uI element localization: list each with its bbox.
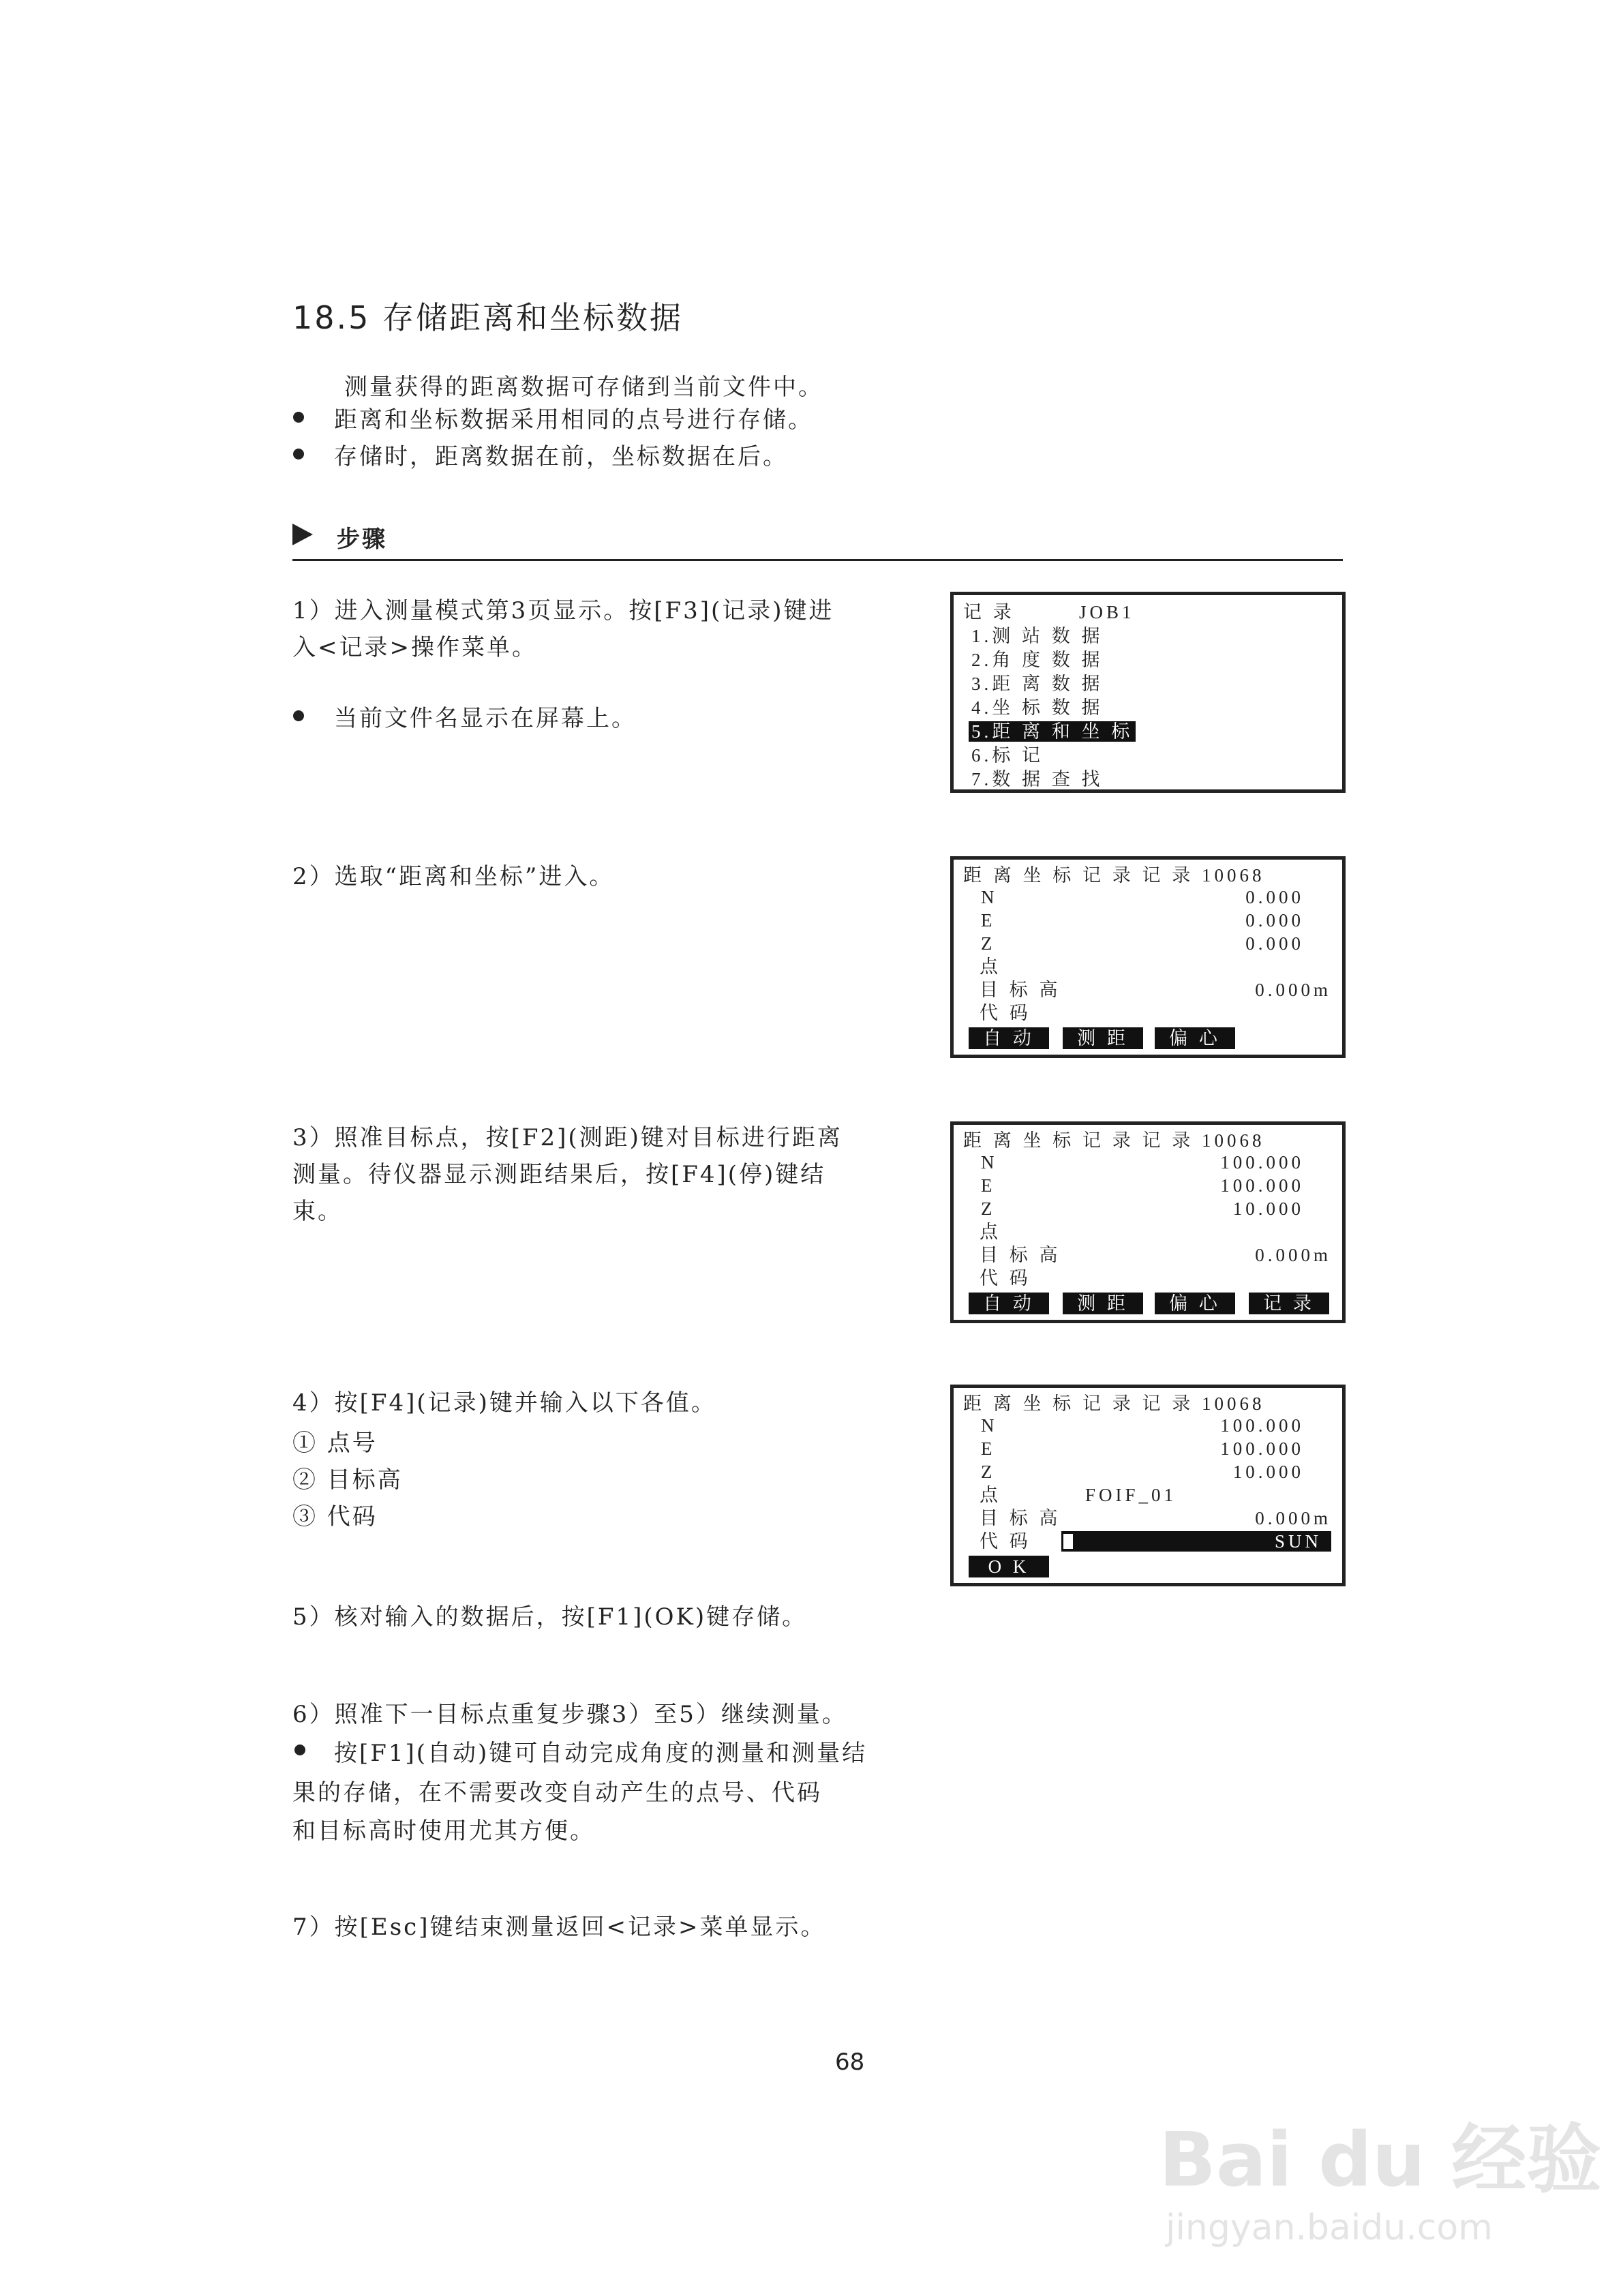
field-row bbox=[981, 1174, 1331, 1198]
field-row bbox=[981, 1437, 1331, 1461]
dist-coord-record-screen-measured bbox=[950, 1121, 1346, 1323]
field-value: 100.000 bbox=[1220, 1438, 1304, 1459]
step3-line: 束。 bbox=[292, 1198, 343, 1225]
field-label: 代 码 bbox=[980, 1003, 1031, 1023]
field-value: 100.000 bbox=[1220, 1415, 1304, 1436]
bullet-icon bbox=[294, 1744, 305, 1755]
field-label: Z bbox=[981, 1198, 996, 1219]
field-label: 点 bbox=[980, 1222, 1001, 1242]
menu-item[interactable]: 6.标 记 bbox=[971, 745, 1044, 766]
field-label: 目 标 高 bbox=[980, 1508, 1061, 1528]
field-value: 0.000m bbox=[1255, 1508, 1331, 1528]
point-input[interactable]: FOIF_01 bbox=[1085, 1485, 1177, 1505]
field-row bbox=[981, 909, 1331, 933]
field-value: 100.000 bbox=[1220, 1152, 1304, 1173]
field-label: N bbox=[981, 1415, 998, 1436]
step1-note: 当前文件名显示在屏幕上。 bbox=[334, 705, 637, 732]
field-row bbox=[980, 1530, 1331, 1554]
field-row bbox=[980, 955, 1331, 979]
divider bbox=[292, 559, 1343, 561]
code-value: SUN bbox=[1274, 1531, 1322, 1552]
menu-item[interactable]: 1.测 站 数 据 bbox=[971, 626, 1104, 646]
field-row bbox=[980, 1507, 1331, 1530]
step2-text: 2）选取“距离和坐标”进入。 bbox=[292, 863, 615, 890]
menu-item[interactable]: 2.角 度 数 据 bbox=[971, 650, 1104, 670]
step6-note: 按[F1](自动)键可自动完成角度的测量和测量结 bbox=[334, 1740, 868, 1767]
softkey-f3[interactable]: 偏 心 bbox=[1155, 1027, 1235, 1049]
field-label: E bbox=[981, 1175, 996, 1196]
bullet-text: 存储时，距离数据在前，坐标数据在后。 bbox=[334, 443, 788, 470]
field-label: E bbox=[981, 1438, 996, 1459]
baidu-watermark-logo: Bai du 经验 jingyan.baidu.com bbox=[1159, 2116, 1602, 2248]
step7-text: 7）按[Esc]键结束测量返回<记录>菜单显示。 bbox=[292, 1914, 826, 1941]
field-value: 10.000 bbox=[1232, 1198, 1304, 1219]
field-label: Z bbox=[981, 1462, 996, 1482]
softkey-f3[interactable]: 偏 心 bbox=[1155, 1293, 1235, 1314]
step3-line: 测量。待仪器显示测距结果后，按[F4](停)键结 bbox=[292, 1161, 826, 1188]
softkey-f2[interactable]: 测 距 bbox=[1063, 1293, 1143, 1314]
screen-title: 距 离 坐 标 记 录 记 录 10068 bbox=[963, 1393, 1265, 1414]
step6-note: 果的存储，在不需要改变自动产生的点号、代码 bbox=[292, 1779, 822, 1807]
field-value: 0.000m bbox=[1255, 980, 1331, 1000]
step4-item: ① 点号 bbox=[292, 1430, 378, 1457]
field-label: Z bbox=[981, 933, 996, 954]
menu-item-selected[interactable]: 5.距 离 和 坐 标 bbox=[969, 721, 1136, 742]
field-row bbox=[981, 1460, 1331, 1484]
section-title: 18.5 存储距离和坐标数据 bbox=[292, 299, 684, 336]
bullet-icon bbox=[293, 710, 304, 721]
field-row bbox=[980, 1483, 1331, 1507]
step5-text: 5）核对输入的数据后，按[F1](OK)键存储。 bbox=[292, 1603, 808, 1631]
field-row bbox=[981, 886, 1331, 909]
code-input[interactable] bbox=[1061, 1531, 1331, 1552]
screen-title: 距 离 坐 标 记 录 记 录 10068 bbox=[963, 1130, 1265, 1151]
field-row bbox=[980, 978, 1331, 1002]
steps-heading: 步骤 bbox=[337, 526, 387, 553]
field-value: 10.000 bbox=[1232, 1462, 1304, 1482]
field-row bbox=[981, 932, 1331, 956]
bullet-text: 距离和坐标数据采用相同的点号进行存储。 bbox=[334, 406, 813, 434]
field-value: 0.000 bbox=[1245, 910, 1304, 931]
field-label: 代 码 bbox=[980, 1268, 1031, 1288]
softkey-f1[interactable]: O K bbox=[969, 1556, 1049, 1577]
field-row bbox=[981, 1151, 1331, 1175]
field-row bbox=[981, 1414, 1331, 1438]
dist-coord-record-screen-input bbox=[950, 1385, 1346, 1586]
step6-note: 和目标高时使用尤其方便。 bbox=[292, 1817, 595, 1845]
bullet-icon bbox=[293, 412, 304, 423]
softkey-f2[interactable]: 测 距 bbox=[1063, 1027, 1143, 1049]
field-value: 0.000 bbox=[1245, 933, 1304, 954]
field-row bbox=[980, 1001, 1331, 1025]
field-row bbox=[980, 1220, 1331, 1244]
field-label: N bbox=[981, 887, 998, 907]
softkey-f1[interactable]: 自 动 bbox=[969, 1027, 1049, 1049]
field-row bbox=[980, 1267, 1331, 1290]
field-label: 点 bbox=[980, 956, 1001, 977]
menu-item[interactable]: 4.坐 标 数 据 bbox=[971, 697, 1104, 718]
field-label: E bbox=[981, 910, 996, 931]
field-label: 代 码 bbox=[980, 1531, 1031, 1552]
menu-item[interactable]: 7.数 据 查 找 bbox=[971, 769, 1104, 789]
bullet-icon bbox=[293, 449, 304, 459]
field-label: 目 标 高 bbox=[980, 1245, 1061, 1265]
step4-item: ② 目标高 bbox=[292, 1466, 403, 1494]
field-value: 0.000m bbox=[1255, 1245, 1331, 1265]
menu-item[interactable]: 3.距 离 数 据 bbox=[971, 674, 1104, 694]
job-name: JOB1 bbox=[1079, 602, 1135, 622]
field-label: N bbox=[981, 1152, 998, 1173]
screen-title: 距 离 坐 标 记 录 记 录 10068 bbox=[963, 865, 1265, 886]
field-row bbox=[980, 1243, 1331, 1267]
field-label: 点 bbox=[980, 1485, 1001, 1505]
step1-line: 1）进入测量模式第3页显示。按[F3](记录)键进 bbox=[292, 597, 834, 624]
softkey-f1[interactable]: 自 动 bbox=[969, 1293, 1049, 1314]
cursor bbox=[1063, 1533, 1074, 1550]
triangle-icon bbox=[292, 524, 313, 545]
field-value: 100.000 bbox=[1220, 1175, 1304, 1196]
field-row bbox=[981, 1197, 1331, 1221]
step4-item: ③ 代码 bbox=[292, 1503, 378, 1530]
softkey-f4[interactable]: 记 录 bbox=[1249, 1293, 1329, 1314]
screen-title: 记 录 bbox=[963, 602, 1015, 622]
record-menu-screen bbox=[950, 592, 1346, 793]
field-label: 目 标 高 bbox=[980, 980, 1061, 1000]
step4-text: 4）按[F4](记录)键并输入以下各值。 bbox=[292, 1389, 716, 1417]
field-value: 0.000 bbox=[1245, 887, 1304, 907]
step6-text: 6）照准下一目标点重复步骤3）至5）继续测量。 bbox=[292, 1701, 847, 1728]
step1-line: 入<记录>操作菜单。 bbox=[292, 634, 537, 661]
dist-coord-record-screen bbox=[950, 856, 1346, 1058]
intro-text: 测量获得的距离数据可存储到当前文件中。 bbox=[344, 374, 823, 401]
page-number: 68 bbox=[835, 2049, 865, 2076]
step3-line: 3）照准目标点，按[F2](测距)键对目标进行距离 bbox=[292, 1124, 843, 1151]
